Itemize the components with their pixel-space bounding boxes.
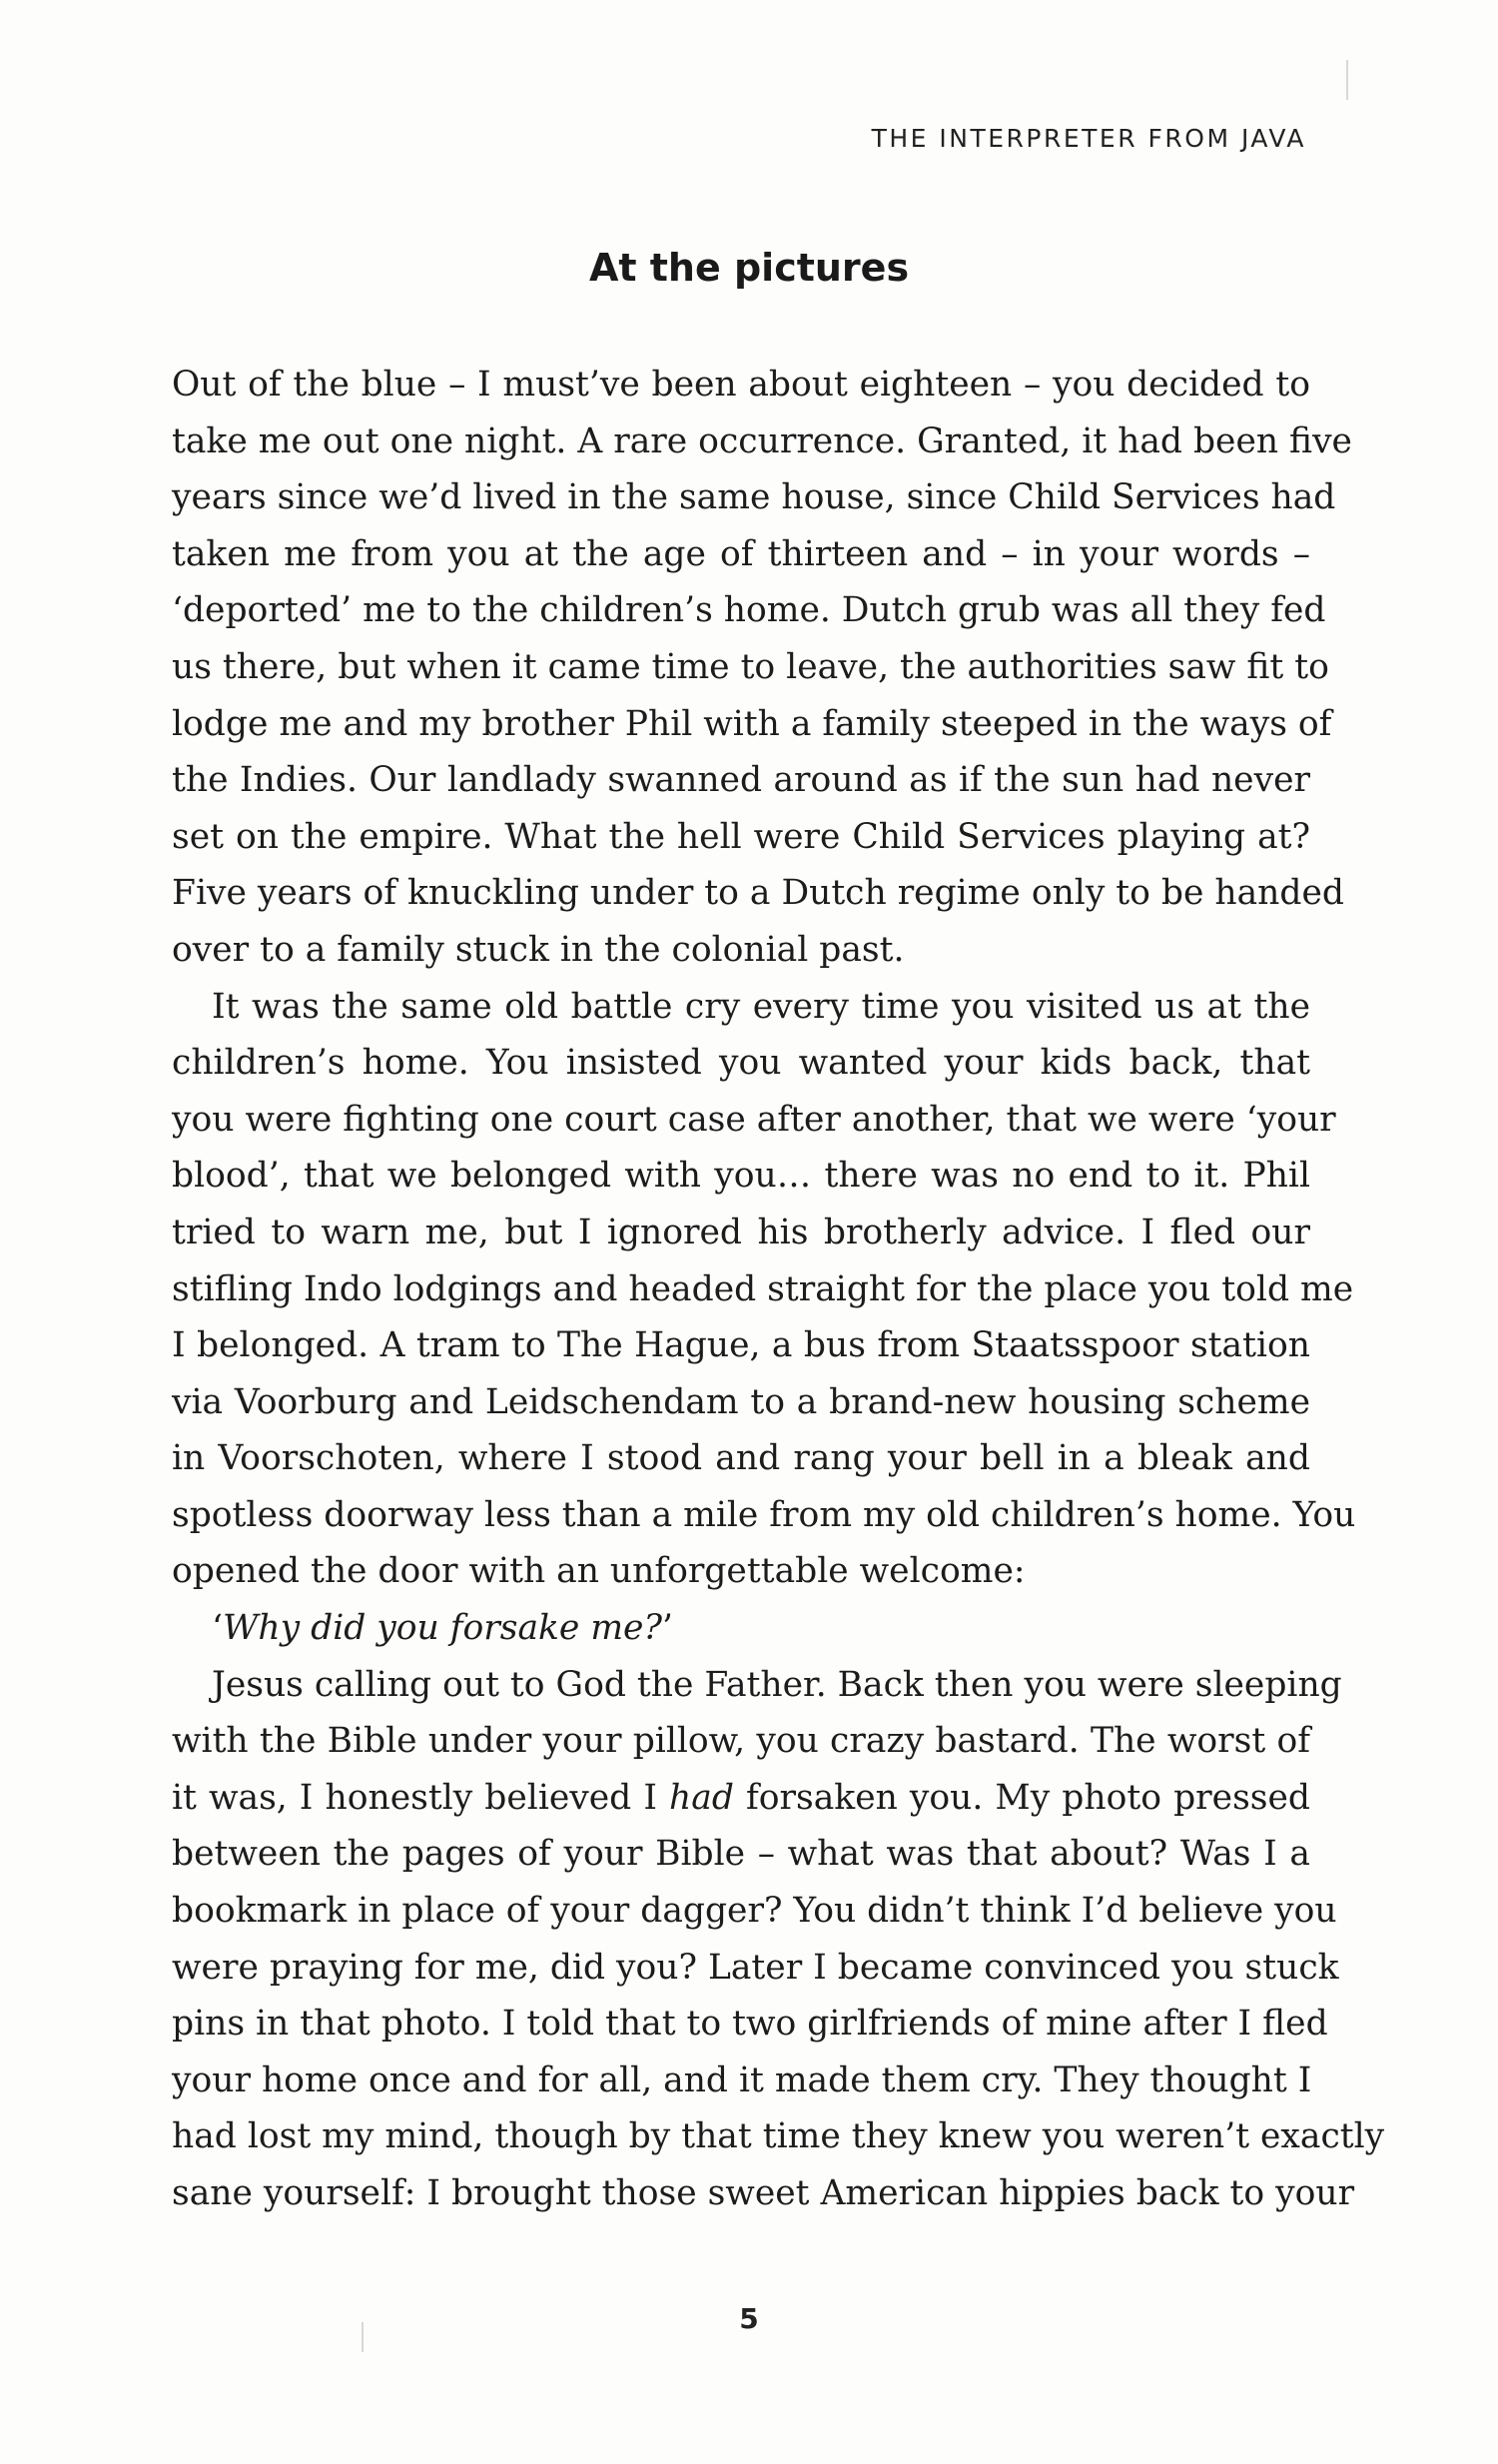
- body-text: [172, 357, 1385, 2222]
- text-line: [172, 2053, 1310, 2109]
- text-segment: taken me from you at the age of thirteen and – in your words –: [172, 533, 1310, 574]
- text-line: [172, 1374, 1310, 1431]
- text-line: [172, 639, 1329, 696]
- text-segment: us there, but when it came time to leave, the authorities saw fit to: [172, 646, 1329, 687]
- text-line: [172, 1713, 1310, 1770]
- text-segment: it was, I honestly believed I: [172, 1777, 670, 1818]
- text-line: [172, 357, 1310, 413]
- text-line: [172, 752, 1310, 809]
- text-line: [172, 865, 1344, 922]
- text-segment: were praying for me, did you? Later I became convinced you stuck: [172, 1947, 1339, 1988]
- text-line: [172, 1996, 1328, 2053]
- text-segment: ‘deported’ me to the children’s home. Dutch grub was all they fed: [172, 590, 1326, 631]
- text-segment: opened the door with an unforgettable welcome:: [172, 1551, 1026, 1592]
- text-segment: blood’, that we belonged with you… there was no end to it. Phil: [172, 1156, 1310, 1197]
- text-segment: children’s home. You insisted you wanted your kids back, that: [172, 1043, 1310, 1084]
- text-segment: the Indies. Our landlady swanned around as if the sun had never: [172, 760, 1310, 801]
- text-segment: bookmark in place of your dagger? You didn’t think I’d believe you: [172, 1891, 1337, 1932]
- scan-artifact: [1346, 60, 1348, 100]
- text-line: [172, 1657, 1342, 1714]
- text-segment: Jesus calling out to God the Father. Back then you were sleeping: [212, 1664, 1342, 1705]
- text-segment: It was the same old battle cry every time you visited us at the: [212, 986, 1310, 1027]
- text-line: [172, 1826, 1310, 1883]
- text-segment: ’: [661, 1608, 673, 1649]
- text-line: [172, 1430, 1310, 1487]
- text-segment: tried to warn me, but I ignored his brotherly advice. I fled our: [172, 1212, 1310, 1252]
- text-segment: Out of the blue – I must’ve been about eighteen – you decided to: [172, 365, 1310, 405]
- text-line: [172, 809, 1310, 866]
- text-line: [172, 1940, 1339, 1997]
- text-line: [172, 1487, 1356, 1544]
- text-line: [172, 1261, 1354, 1318]
- page-number: 5: [739, 2302, 759, 2335]
- text-line: [172, 526, 1310, 583]
- text-line: [172, 1205, 1310, 1261]
- text-segment: between the pages of your Bible – what was that about? Was I a: [172, 1834, 1310, 1875]
- text-segment: set on the empire. What the hell were Child Services playing at?: [172, 816, 1310, 857]
- text-line: [172, 1543, 1310, 1600]
- text-line: [172, 1035, 1310, 1092]
- text-segment: ‘: [212, 1608, 223, 1649]
- text-line: [172, 1092, 1336, 1149]
- text-line: [172, 469, 1336, 526]
- text-line: [172, 2165, 1355, 2222]
- italic-text: had: [669, 1777, 734, 1818]
- text-line: [172, 1317, 1310, 1374]
- text-segment: you were fighting one court case after another, that we were ‘your: [172, 1099, 1336, 1140]
- text-segment: take me out one night. A rare occurrence. Granted, it had been five: [172, 420, 1352, 461]
- text-segment: spotless doorway less than a mile from my old children’s home. You: [172, 1494, 1356, 1535]
- text-segment: I belonged. A tram to The Hague, a bus from Staatsspoor station: [172, 1325, 1310, 1366]
- text-line: [172, 582, 1326, 639]
- text-segment: stifling Indo lodgings and headed straight for the place you told me: [172, 1268, 1354, 1309]
- text-line: [172, 1770, 1310, 1827]
- text-segment: Five years of knuckling under to a Dutch regime only to be handed: [172, 873, 1344, 914]
- text-line: [172, 413, 1352, 470]
- text-segment: over to a family stuck in the colonial past.: [172, 929, 905, 970]
- text-segment: sane yourself: I brought those sweet American hippies back to your: [172, 2173, 1355, 2213]
- text-line: [172, 1148, 1310, 1205]
- text-segment: pins in that photo. I told that to two girlfriends of mine after I fled: [172, 2004, 1328, 2045]
- text-line: [172, 979, 1310, 1036]
- text-segment: had lost my mind, though by that time they knew you weren’t exactly: [172, 2116, 1385, 2157]
- text-segment: years since we’d lived in the same house, since Child Services had: [172, 477, 1336, 518]
- text-segment: your home once and for all, and it made them cry. They thought I: [172, 2059, 1312, 2100]
- text-segment: lodge me and my brother Phil with a family steeped in the ways of: [172, 703, 1332, 744]
- running-head: THE INTERPRETER FROM JAVA: [871, 124, 1306, 153]
- text-line: [172, 696, 1332, 753]
- text-line: [172, 922, 1310, 979]
- chapter-title: At the pictures: [588, 246, 910, 290]
- text-line: [172, 2108, 1385, 2165]
- text-line: [172, 1600, 1310, 1657]
- text-segment: in Voorschoten, where I stood and rang your bell in a bleak and: [172, 1438, 1310, 1479]
- text-segment: forsaken you. My photo pressed: [733, 1777, 1310, 1818]
- text-line: [172, 1883, 1337, 1940]
- text-segment: via Voorburg and Leidschendam to a brand-new housing scheme: [172, 1381, 1310, 1422]
- text-segment: with the Bible under your pillow, you crazy bastard. The worst of: [172, 1721, 1310, 1762]
- italic-text: Why did you forsake me?: [222, 1608, 662, 1649]
